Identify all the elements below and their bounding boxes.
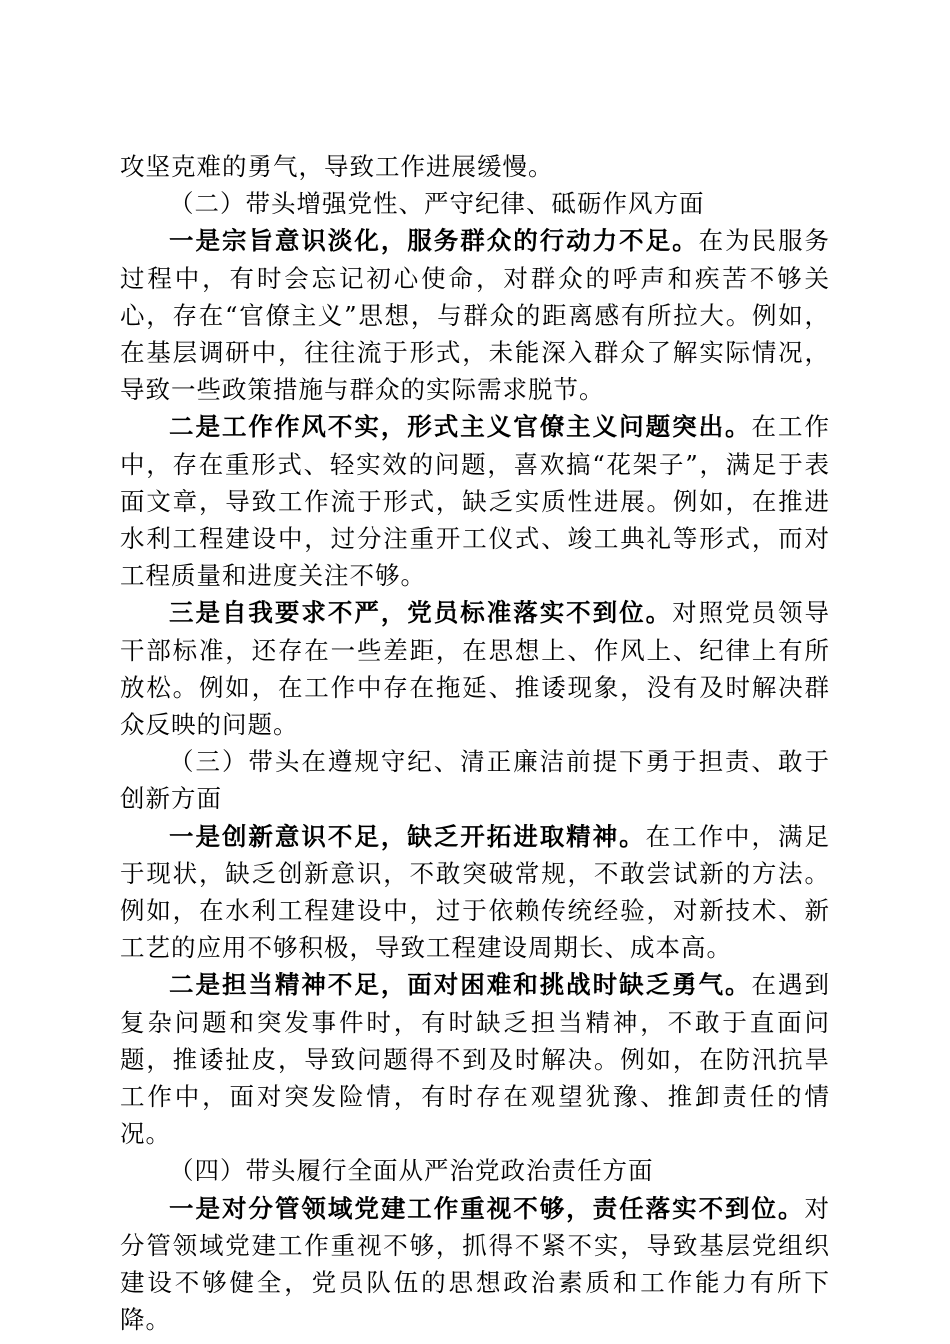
paragraph-lead: 一是对分管领域党建工作重视不够，责任落实不到位。 bbox=[169, 1193, 805, 1223]
paragraph-item bbox=[120, 222, 830, 408]
paragraph-item bbox=[120, 966, 830, 1152]
paragraph-text: 对分管领域党建工作重视不够，抓得不紧不实，导致基层党组织建设不够健全，党员队伍的思想政治素质和工作能力有所下降。 bbox=[120, 1193, 830, 1335]
paragraph-lead: 三是自我要求不严，党员标准落实不到位。 bbox=[169, 598, 673, 628]
paragraph-item bbox=[120, 408, 830, 594]
section-heading-4: （四）带头履行全面从严治党政治责任方面 bbox=[169, 1156, 654, 1186]
section-heading-2: （二）带头增强党性、严守纪律、砥砺作风方面 bbox=[169, 189, 705, 219]
paragraph-lead: 一是创新意识不足，缺乏开拓进取精神。 bbox=[169, 821, 646, 851]
paragraph-text: 在工作中，存在重形式、轻实效的问题，喜欢搞“花架子”，满足于表面文章，导致工作流于形式，缺乏实质性进展。例如，在推进水利工程建设中，过分注重开工仪式、竣工典礼等形式，而对工程质量和进度关注不够。 bbox=[120, 412, 831, 591]
paragraph-lead: 二是工作作风不实，形式主义官僚主义问题突出。 bbox=[169, 412, 752, 442]
paragraph-lead: 一是宗旨意识淡化，服务群众的行动力不足。 bbox=[169, 226, 699, 256]
paragraph-item bbox=[120, 1190, 830, 1339]
paragraph-item bbox=[120, 818, 830, 967]
paragraph-text: 在工作中，满足于现状，缺乏创新意识，不敢突破常规，不敢尝试新的方法。例如，在水利工程建设中，过于依赖传统经验，对新技术、新工艺的应用不够积极，导致工程建设周期长、成本高。 bbox=[120, 821, 830, 963]
paragraph-text: 在为民服务过程中，有时会忘记初心使命，对群众的呼声和疾苦不够关心，存在“官僚主义”思想，与群众的距离感有所拉大。例如，在基层调研中，往往流于形式，未能深入群众了解实际情况，导致一些政策措施与群众的实际需求脱节。 bbox=[120, 226, 831, 405]
document-body bbox=[120, 148, 830, 1339]
paragraph-text: 对照党员领导干部标准，还存在一些差距，在思想上、作风上、纪律上有所放松。例如，在工作中存在拖延、推诿现象，没有及时解决群众反映的问题。 bbox=[120, 598, 831, 740]
paragraph-item bbox=[120, 594, 830, 743]
paragraph-continuation: 攻坚克难的勇气，导致工作进展缓慢。 bbox=[120, 152, 554, 181]
paragraph-lead: 二是担当精神不足，面对困难和挑战时缺乏勇气。 bbox=[169, 970, 752, 1000]
section-heading-3: （三）带头在遵规守纪、清正廉洁前提下勇于担责、敢于创新方面 bbox=[120, 747, 830, 814]
paragraph-text: 在遇到复杂问题和突发事件时，有时缺乏担当精神，不敢于直面问题，推诿扯皮，导致问题得不到及时解决。例如，在防汛抗旱工作中，面对突发险情，有时存在观望犹豫、推卸责任的情况。 bbox=[120, 970, 831, 1149]
